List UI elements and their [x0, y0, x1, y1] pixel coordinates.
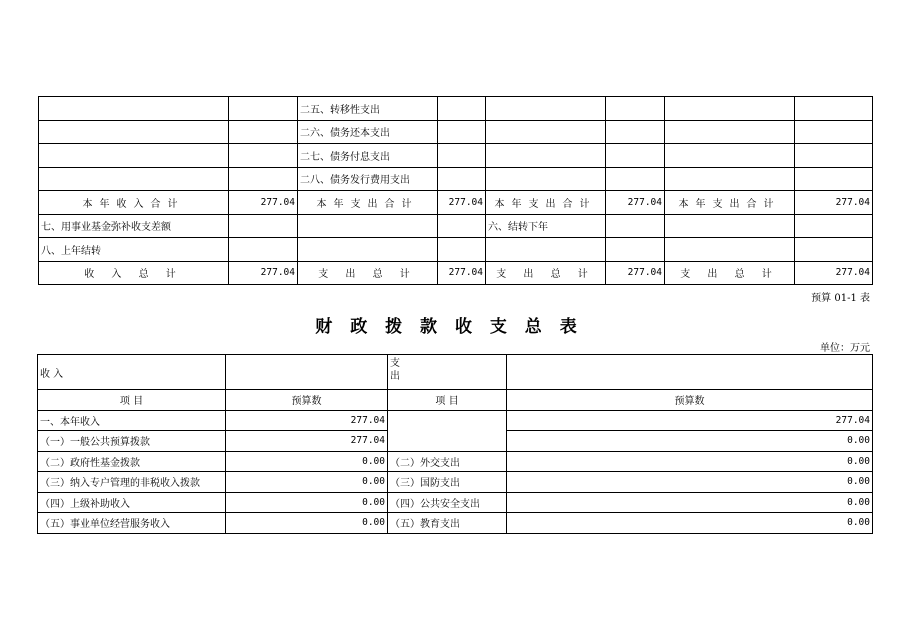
table-cell: 七、用事业基金弥补收支差额	[39, 214, 229, 238]
expense-total-value: 277.04	[606, 191, 665, 215]
table-cell	[665, 238, 795, 262]
table-cell	[665, 120, 795, 144]
table-cell	[438, 238, 486, 262]
expense-total-label: 本年支出合计	[298, 191, 438, 215]
income-item: （四）上级补助收入	[38, 492, 226, 513]
table-cell	[438, 144, 486, 168]
income-amount: 0.00	[226, 492, 388, 513]
income-total-label: 本年收入合计	[39, 191, 229, 215]
table-cell	[39, 167, 229, 191]
column-header-budget: 预算数	[226, 390, 388, 411]
table-cell	[229, 120, 298, 144]
table-cell	[606, 214, 665, 238]
expense-grand-total-label: 支 出 总 计	[486, 261, 606, 285]
table-row	[38, 472, 873, 493]
table-cell: 八、上年结转	[39, 238, 229, 262]
table-cell	[606, 97, 665, 121]
table-cell: 二五、转移性支出	[298, 97, 438, 121]
table-row	[38, 492, 873, 513]
income-amount: 277.04	[226, 410, 388, 431]
total-row	[39, 191, 873, 215]
expense-amount: 277.04	[507, 410, 873, 431]
table-cell	[229, 238, 298, 262]
expense-item: （五）教育支出	[388, 513, 507, 534]
table-cell	[229, 97, 298, 121]
income-amount: 0.00	[226, 451, 388, 472]
table-cell	[795, 214, 873, 238]
expense-header-line2: 出	[390, 371, 400, 382]
income-total-value: 277.04	[229, 191, 298, 215]
expense-item	[388, 410, 507, 451]
table-cell	[486, 167, 606, 191]
table-cell	[438, 97, 486, 121]
table-cell	[486, 238, 606, 262]
income-item: 一、本年收入	[38, 410, 226, 431]
table-row	[39, 214, 873, 238]
expense-item: （三）国防支出	[388, 472, 507, 493]
table-cell	[438, 214, 486, 238]
budget-summary-table-continued	[38, 96, 873, 285]
column-header-row	[38, 390, 873, 411]
fiscal-appropriation-table	[37, 354, 873, 534]
table-code: 预算 01-1 表	[811, 293, 870, 304]
table-cell	[795, 167, 873, 191]
expense-total-value: 277.04	[795, 191, 873, 215]
table-cell	[795, 144, 873, 168]
expense-amount: 0.00	[507, 431, 873, 452]
table-cell	[606, 238, 665, 262]
table-cell	[606, 144, 665, 168]
table-row	[38, 410, 873, 431]
expense-total-value: 277.04	[438, 191, 486, 215]
table-cell	[229, 144, 298, 168]
header-cell	[226, 355, 388, 390]
table-cell	[486, 120, 606, 144]
expense-header	[388, 355, 507, 390]
table-cell	[665, 144, 795, 168]
table-cell	[39, 144, 229, 168]
table-row	[39, 167, 873, 191]
table-cell	[665, 97, 795, 121]
expense-grand-total-value: 277.04	[438, 261, 486, 285]
table-cell	[298, 238, 438, 262]
table-cell	[795, 238, 873, 262]
table-row	[39, 238, 873, 262]
income-item: （一）一般公共预算拨款	[38, 431, 226, 452]
income-header: 收 入	[38, 355, 226, 390]
expense-total-label: 本年支出合计	[665, 191, 795, 215]
table-cell	[606, 167, 665, 191]
income-item: （五）事业单位经营服务收入	[38, 513, 226, 534]
table-cell	[665, 167, 795, 191]
table-cell: 二七、债务付息支出	[298, 144, 438, 168]
table-cell	[438, 167, 486, 191]
expense-grand-total-value: 277.04	[795, 261, 873, 285]
table-cell	[229, 167, 298, 191]
table-cell	[795, 97, 873, 121]
table-row	[39, 97, 873, 121]
table-cell	[39, 120, 229, 144]
income-item: （二）政府性基金拨款	[38, 451, 226, 472]
income-amount: 0.00	[226, 513, 388, 534]
income-item: （三）纳入专户管理的非税收入拨款	[38, 472, 226, 493]
expense-amount: 0.00	[507, 451, 873, 472]
grand-total-row	[39, 261, 873, 285]
unit-label: 单位：万元	[820, 343, 870, 354]
expense-amount: 0.00	[507, 472, 873, 493]
expense-total-label: 本年支出合计	[486, 191, 606, 215]
table-cell: 二八、债务发行费用支出	[298, 167, 438, 191]
table-row	[38, 513, 873, 534]
column-header-item: 项 目	[38, 390, 226, 411]
table-row	[39, 144, 873, 168]
expense-grand-total-label: 支 出 总 计	[298, 261, 438, 285]
table-cell: 二六、债务还本支出	[298, 120, 438, 144]
page-title: 财 政 拨 款 收 支 总 表	[315, 317, 583, 337]
table-cell: 六、结转下年	[486, 214, 606, 238]
expense-header-line1: 支	[390, 358, 400, 369]
table-cell	[486, 97, 606, 121]
header-cell	[507, 355, 873, 390]
column-header-budget: 预算数	[507, 390, 873, 411]
table-cell	[486, 144, 606, 168]
income-grand-total-value: 277.04	[229, 261, 298, 285]
expense-amount: 0.00	[507, 513, 873, 534]
income-amount: 277.04	[226, 431, 388, 452]
table-row	[39, 120, 873, 144]
table-cell	[665, 214, 795, 238]
table-cell	[39, 97, 229, 121]
expense-item: （二）外交支出	[388, 451, 507, 472]
income-grand-total-label: 收 入 总 计	[39, 261, 229, 285]
column-header-item: 项 目	[388, 390, 507, 411]
income-amount: 0.00	[226, 472, 388, 493]
table-cell	[438, 120, 486, 144]
table-header-row	[38, 355, 873, 390]
table-cell	[298, 214, 438, 238]
expense-amount: 0.00	[507, 492, 873, 513]
table-cell	[795, 120, 873, 144]
table-row	[38, 451, 873, 472]
expense-grand-total-label: 支 出 总 计	[665, 261, 795, 285]
table-cell	[229, 214, 298, 238]
table-cell	[606, 120, 665, 144]
expense-item: （四）公共安全支出	[388, 492, 507, 513]
expense-grand-total-value: 277.04	[606, 261, 665, 285]
